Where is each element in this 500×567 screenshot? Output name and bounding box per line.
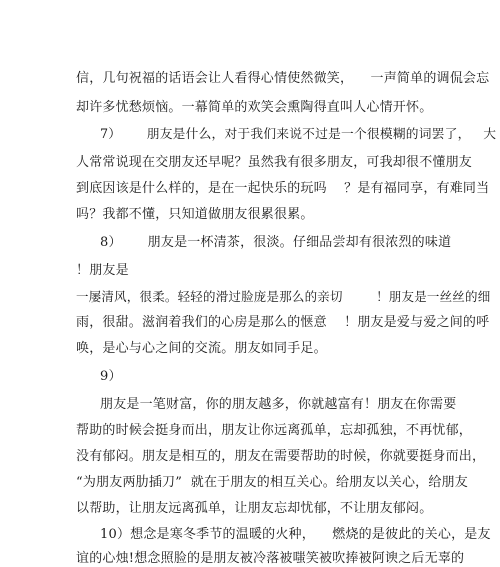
text-line-19: 谊的心烛!想念照脸的是朋友被冷落被嗤笑被吹捧被阿谀之后无辜的 <box>76 551 465 566</box>
text-line-4: 人常常说现在交朋友还早呢？虽然我有很多朋友，可我却很不懂朋友 <box>76 155 473 170</box>
text-line-11: 唤，是心与心之间的交流。朋友如同手足。 <box>76 341 327 356</box>
text-line-15: 没有郁闷。朋友是相互的，朋友在需要帮助的时候，你就要挺身而出， <box>76 449 486 464</box>
text-line-10: 雨，很甜。滋润着我们的心房是那么的惬意 ！朋友是爱与爱之间的呼 <box>76 315 490 330</box>
text-line-14: 帮助的时候会挺身而出，朋友让你远离孤单，忘却孤独，不再忧郁， <box>76 423 473 438</box>
text-line-1: 信，几句祝福的话语会让人看得心情使然微笑， 一声简单的调侃会忘 <box>76 71 490 86</box>
text-line-8: ！朋友是 <box>76 263 129 278</box>
text-line-3: 7） 朋友是什么，对于我们来说不过是一个很模糊的词罢了， 大 <box>100 127 497 142</box>
text-line-2: 却许多忧愁烦恼。一幕简单的欢笑会熏陶得直叫人心情开怀。 <box>76 100 433 115</box>
text-line-6: 吗？我都不懂，只知道做朋友很累很累。 <box>76 207 314 222</box>
text-line-13: 朋友是一笔财富，你的朋友越多，你就越富有！朋友在你需要 <box>100 397 457 412</box>
text-line-5: 到底因该是什么样的，是在一起快乐的玩吗 ？是有福同享，有难同当 <box>76 181 490 196</box>
text-line-16: “为朋友两肋插刀” 就在于朋友的相互关心。给朋友以关心，给朋友 <box>76 475 468 490</box>
text-line-18: 10）想念是寒冬季节的温暖的火种， 燃烧的是彼此的关心，是友 <box>100 527 491 542</box>
text-line-9: 一屡清风，很柔。轻轻的滑过脸庞是那么的亲切 ！朋友是一丝丝的细 <box>76 289 491 304</box>
text-line-7: 8） 朋友是一杯清茶，很淡。仔细品尝却有很浓烈的味道 <box>100 235 452 250</box>
text-line-12: 9） <box>100 369 122 384</box>
text-line-17: 以帮助，让朋友远离孤单，让朋友忘却忧郁，不让朋友郁闷。 <box>76 501 433 516</box>
